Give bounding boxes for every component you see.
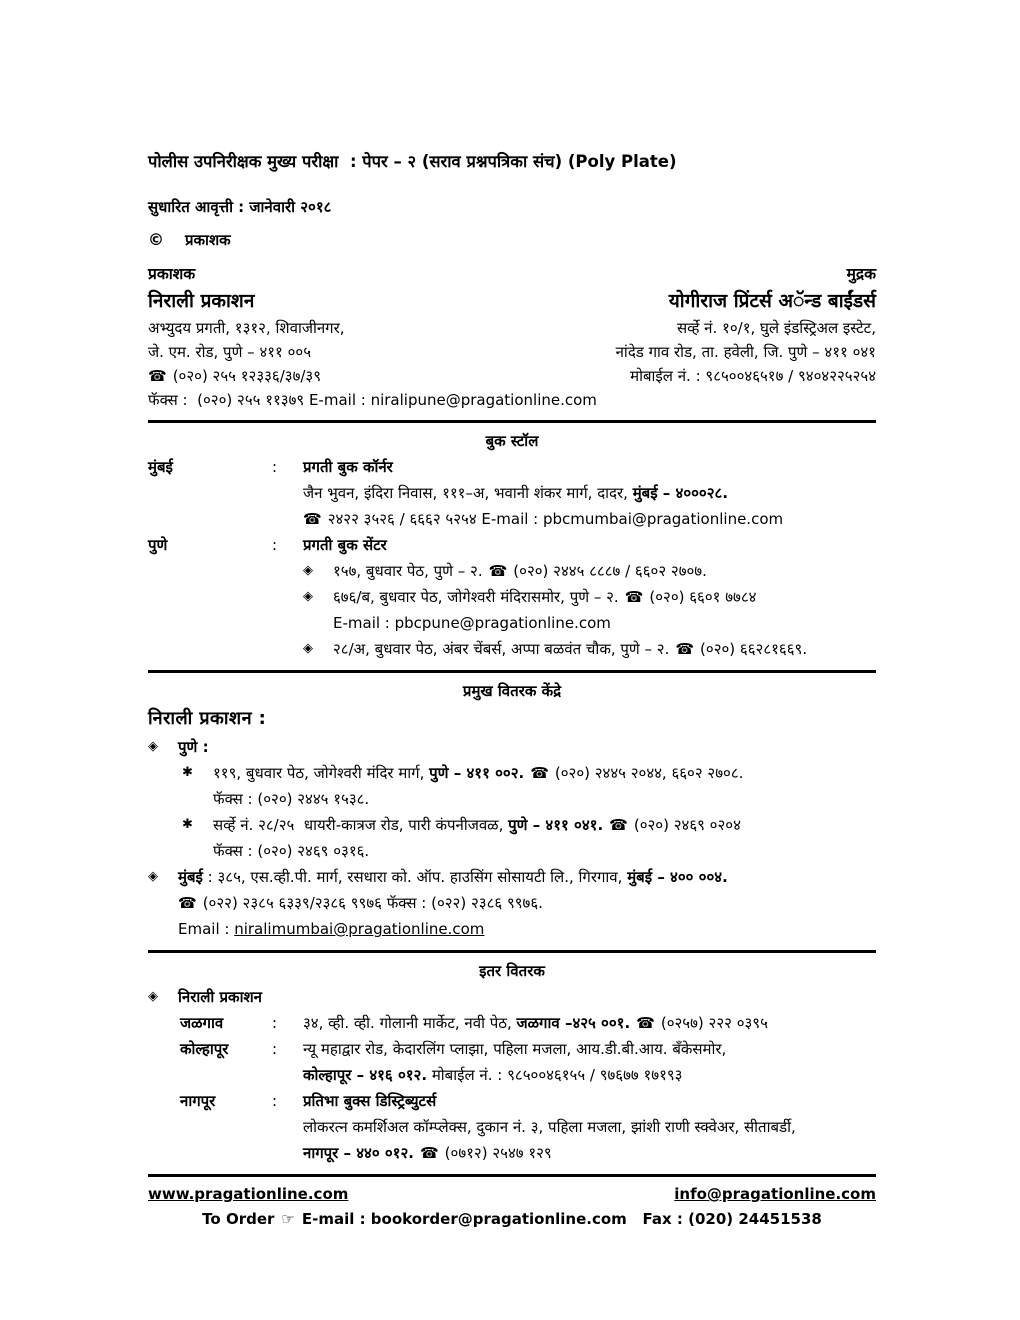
address-text: सर्व्हे नं. २८/२५ धायरी-कात्रज रोड, पारी कंपनीजवळ, (213, 816, 509, 834)
pune-center-2 (182, 812, 876, 838)
pune-center-1-fax: फॅक्स : (०२०) २४४५ १५३८. (213, 790, 370, 808)
section-divider (148, 1174, 876, 1177)
phone-email-text: २४२२ ३५२६ / ६६६२ ५२५४ E-mail : pbcmumbai@pragationline.com (327, 510, 784, 528)
main-distributors-section (148, 678, 876, 942)
pointing-hand-icon: ☞ (281, 1210, 295, 1228)
phone-number: (०२०) ६६२८१६६९. (700, 640, 808, 658)
mumbai-distributor-group (148, 864, 876, 890)
printer-role-label: मुद्रक (846, 265, 876, 283)
phone-icon: ☎ (419, 1144, 439, 1162)
publisher-role-label: प्रकाशक (148, 265, 196, 283)
address-line (303, 1140, 876, 1166)
publisher-fax-email-line: फॅक्स : (०२०) २५५ ११३७९ E-mail : niralipune@pragationline.com (148, 391, 597, 409)
phone-number: (०२०) २४४५ ८८८७ / ६६०२ २७०७. (513, 562, 707, 580)
copyright-row (148, 228, 876, 252)
phone-number: (०२०) २४६९ ०२०४ (633, 816, 741, 834)
pune-branch-1 (303, 558, 876, 584)
order-label: To Order (202, 1210, 275, 1228)
printer-name: योगीराज प्रिंटर्स अॅन्ड बाईंडर्स (668, 290, 876, 312)
footer-links-row (148, 1182, 876, 1206)
address-city-pin: नागपूर – ४४० ०१२. (303, 1144, 414, 1162)
phone-icon: ☎ (530, 764, 549, 782)
city-label-mumbai: मुंबई (148, 458, 173, 476)
colon-separator: : (272, 1040, 278, 1058)
mumbai-email-line (178, 916, 876, 942)
phone-number: (०२५७) २२२ ०३९५ (660, 1014, 768, 1032)
address-city-pin: जळगाव –४२५ ००१. (516, 1014, 631, 1032)
info-email-link[interactable]: info@pragationline.com (674, 1185, 876, 1203)
publisher-address-line1: अभ्युदय प्रगती, १३१२, शिवाजीनगर, (148, 319, 345, 337)
address-line: लोकरत्न कमर्शिअल कॉम्प्लेक्स, दुकान नं. ३, पहिला मजला, झांशी राणी स्क्वेअर, सीताबर्डी, (303, 1118, 796, 1136)
email-label: Email : (178, 920, 235, 938)
branch-address-line (333, 584, 756, 610)
kolhapur-row (180, 1036, 876, 1088)
book-stall-pune-row (148, 532, 876, 662)
address-text: १५७, बुधवार पेठ, पुणे – २. (333, 562, 483, 580)
diamond-bullet-icon: ◈ (303, 641, 313, 656)
store-address-line (303, 480, 876, 506)
section-divider (148, 670, 876, 673)
phone-icon: ☎ (675, 640, 695, 658)
store-name: प्रगती बुक कॉर्नर (303, 458, 393, 476)
pune-center-2-fax: फॅक्स : (०२०) २४६९ ०३१६. (213, 842, 370, 860)
jalgaon-row (180, 1010, 876, 1036)
publisher-block (148, 262, 597, 412)
colon-separator: : (272, 458, 278, 476)
diamond-bullet-icon: ◈ (148, 869, 158, 884)
address-text: ६७६/ब, बुधवार पेठ, जोगेश्वरी मंदिरासमोर, पुणे – २. (333, 588, 619, 606)
city-label-jalgaon: जळगाव (180, 1014, 224, 1032)
printer-address-line1: सर्व्हे नं. १०/१, घुले इंडस्ट्रिअल इस्टेट, (676, 319, 876, 337)
branch-address-line (333, 558, 707, 584)
phone-number: (०७१२) २५४७ १२९ (444, 1144, 552, 1162)
other-distributors-heading: इतर वितरक (479, 962, 545, 980)
address-text: जैन भुवन, इंदिरा निवास, १११–अ, भवानी शंकर मार्ग, दादर, (303, 484, 633, 502)
mumbai-group-label: मुंबई (178, 868, 203, 886)
edition-line: सुधारित आवृत्ती : जानेवारी २०१८ (148, 198, 332, 216)
mumbai-address-line (178, 864, 728, 890)
asterisk-bullet-icon: ✱ (182, 765, 193, 780)
city-label-nagpur: नागपूर (180, 1092, 216, 1110)
group-name: निराली प्रकाशन (178, 988, 262, 1006)
phone-icon: ☎ (303, 510, 322, 528)
printer-mobile-line: मोबाईल नं. : ९८५००४६५१७ / ९४०४२२५२५४ (630, 367, 876, 385)
address-text: ३८५, एस.व्ही.पी. मार्ग, रसधारा को. ऑप. हाउसिंग सोसायटी लि., गिरगाव, (217, 868, 628, 886)
address-city-pin: पुणे – ४११ ०४१. (508, 816, 604, 834)
address-city-pin: पुणे – ४११ ००२. (429, 764, 525, 782)
phone-icon: ☎ (609, 816, 628, 834)
order-email-fax-text: E-mail : bookorder@pragationline.com Fax : (020) 24451538 (301, 1210, 822, 1228)
book-stall-section (148, 428, 876, 662)
colon-separator: : (272, 536, 278, 554)
pune-center-1 (182, 760, 876, 786)
address-city-pin: मुंबई – ४०००२८. (632, 484, 729, 502)
address-text: ११९, बुधवार पेठ, जोगेश्वरी मंदिर मार्ग, (213, 764, 430, 782)
pune-branch-3 (303, 636, 876, 662)
section-divider (148, 950, 876, 953)
address-text: २८/अ, बुधवार पेठ, अंबर चेंबर्स, अप्पा बळवंत चौक, पुणे – २. (333, 640, 670, 658)
phone-number: (०२०) २४४५ २०४४, ६६०२ २७०८. (554, 764, 744, 782)
other-distributors-section (148, 958, 876, 1166)
nirali-group-row (148, 984, 876, 1010)
city-label-kolhapur: कोल्हापूर (180, 1040, 229, 1058)
city-label-pune: पुणे (148, 536, 168, 554)
publisher-name: निराली प्रकाशन (148, 290, 255, 312)
address-line (303, 1062, 876, 1088)
pune-distributor-group (148, 734, 876, 760)
diamond-bullet-icon: ◈ (303, 589, 313, 604)
center-address-line (213, 812, 741, 838)
main-distributors-heading: प्रमुख वितरक केंद्रे (462, 682, 562, 700)
pune-stall-email-line: E-mail : pbcpune@pragationline.com (333, 614, 611, 632)
pune-group-label: पुणे : (178, 738, 209, 756)
address-text: ३४, व्ही. व्ही. गोलानी मार्केट, नवी पेठ, (303, 1014, 517, 1032)
publisher-phone-line (148, 364, 597, 388)
colon-separator: : (272, 1014, 278, 1032)
printer-block (616, 262, 876, 412)
section-divider (148, 420, 876, 423)
nagpur-row (180, 1088, 876, 1166)
order-instruction-line (148, 1206, 876, 1233)
nirali-prakashan-subheading: निराली प्रकाशन : (148, 708, 267, 729)
store-phone-line (303, 506, 876, 532)
website-link[interactable]: www.pragationline.com (148, 1185, 349, 1203)
diamond-bullet-icon: ◈ (148, 739, 158, 754)
phone-icon: ☎ (488, 562, 508, 580)
kolhapur-details (303, 1036, 876, 1088)
jalgaon-details (303, 1010, 876, 1036)
diamond-bullet-icon: ◈ (303, 563, 313, 578)
address-city-pin: मुंबई – ४०० ००४. (627, 868, 728, 886)
publisher-phone-number: (०२०) २५५ १२३३६/३७/३९ (172, 367, 322, 385)
copyright-label: प्रकाशक (185, 231, 231, 249)
pune-stall-details (303, 532, 876, 662)
pune-branch-2 (303, 584, 876, 610)
page-title: पोलीस उपनिरीक्षक मुख्य परीक्षा : पेपर – २ (सराव प्रश्नपत्रिका संच) (Poly Plate) (148, 152, 677, 171)
printer-address-line2: नांदेड गाव रोड, ता. हवेली, जि. पुणे – ४११ ०४१ (615, 343, 876, 361)
book-stall-heading: बुक स्टॉल (485, 432, 539, 450)
center-address-line (213, 760, 743, 786)
phone-icon: ☎ (178, 894, 197, 912)
diamond-bullet-icon: ◈ (148, 989, 158, 1004)
mumbai-email-link[interactable]: niralimumbai@pragationline.com (234, 920, 485, 938)
phone-icon: ☎ (624, 588, 644, 606)
colon-separator: : (202, 868, 218, 886)
phone-number: (०२०) ६६०१ ७७८४ (649, 588, 757, 606)
mumbai-phone-fax-line (178, 890, 876, 916)
store-name: प्रतिभा बुक्स डिस्ट्रिब्युटर्स (303, 1092, 437, 1110)
store-name: प्रगती बुक सेंटर (303, 536, 387, 554)
publisher-printer-block (148, 262, 876, 412)
publisher-address-line2: जे. एम. रोड, पुणे – ४११ ००५ (148, 343, 312, 361)
nagpur-details (303, 1088, 876, 1166)
phone-icon: ☎ (148, 367, 167, 385)
copyright-icon: © (148, 230, 164, 249)
colon-separator: : (272, 1092, 278, 1110)
mobile-numbers: मोबाईल नं. : ९८५००४६१५५ / ९७६७७ १७१९३ (431, 1066, 683, 1084)
asterisk-bullet-icon: ✱ (182, 817, 193, 832)
mumbai-stall-details (303, 454, 876, 532)
phone-number: (०२२) २३८५ ६३३९/२३८६ ९९७६ फॅक्स : (०२२) २३८६ ९९७६. (202, 894, 543, 912)
branch-address-line (333, 636, 807, 662)
phone-icon: ☎ (636, 1014, 655, 1032)
address-line: न्यू महाद्वार रोड, केदारलिंग प्लाझा, पहिला मजला, आय.डी.बी.आय. बँकेसमोर, (303, 1040, 727, 1058)
address-city-pin: कोल्हापूर – ४१६ ०१२. (303, 1066, 428, 1084)
page-content (148, 150, 876, 1233)
book-stall-mumbai-row (148, 454, 876, 532)
